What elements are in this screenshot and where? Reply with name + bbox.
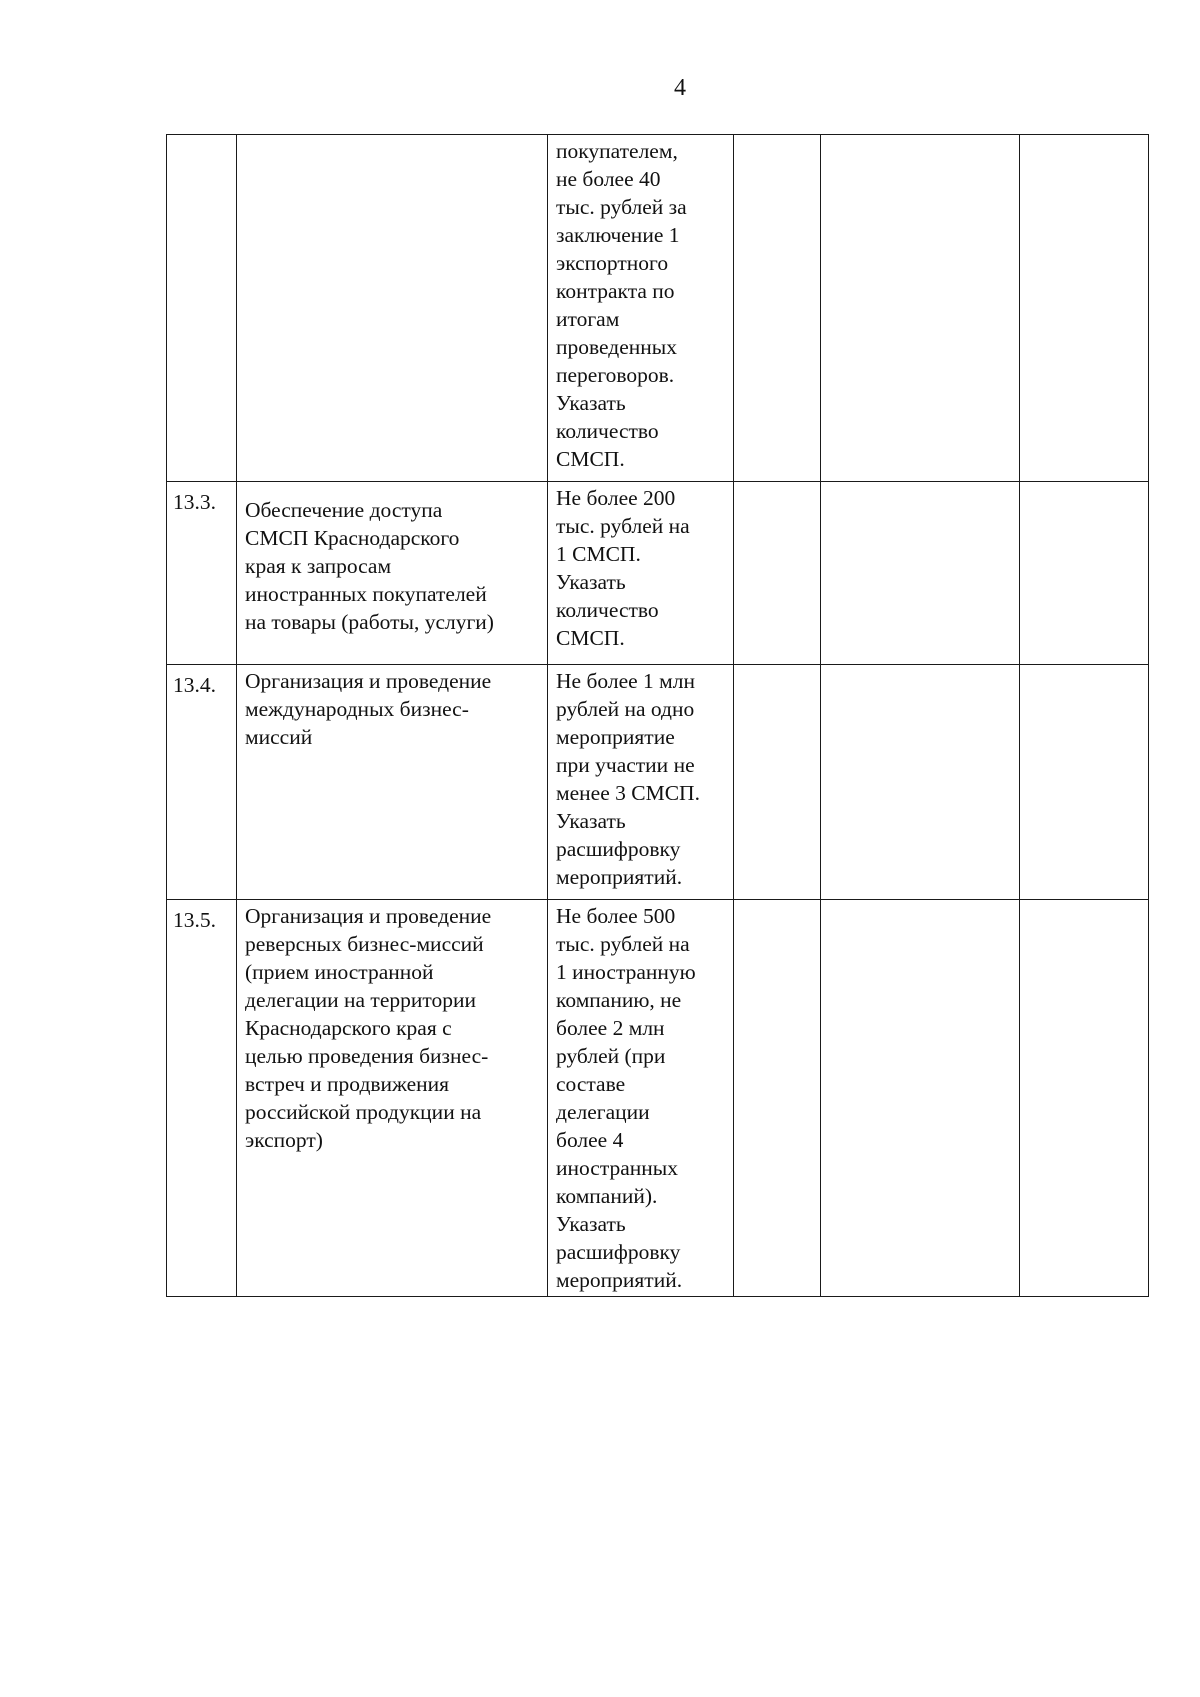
empty-cell <box>1020 900 1149 1297</box>
measure-name-cell: Организация и проведение реверсных бизнес-миссий (прием иностранной делегации на территории Краснодарского края с целью проведения бизнес- встреч и продвижения российской продукции на экспорт) <box>237 900 548 1297</box>
empty-cell <box>821 135 1020 482</box>
table-row <box>167 482 1149 665</box>
row-number-cell <box>167 135 237 482</box>
measure-name-cell <box>237 135 548 482</box>
empty-cell <box>734 665 821 900</box>
amount-cell: Не более 200 тыс. рублей на 1 СМСП. Указать количество СМСП. <box>548 482 734 665</box>
document-table <box>166 134 1149 1297</box>
amount-cell: Не более 500 тыс. рублей на 1 иностранную компанию, не более 2 млн рублей (при составе делегации более 4 иностранных компаний). Указать расшифровку мероприятий. <box>548 900 734 1297</box>
row-number-cell: 13.5. <box>167 900 237 1297</box>
table-row <box>167 665 1149 900</box>
empty-cell <box>734 900 821 1297</box>
amount-cell: покупателем, не более 40 тыс. рублей за заключение 1 экспортного контракта по итогам проведенных переговоров. Указать количество СМСП. <box>548 135 734 482</box>
row-number-cell: 13.3. <box>167 482 237 665</box>
measure-name-cell: Организация и проведение международных бизнес- миссий <box>237 665 548 900</box>
measure-name-cell: Обеспечение доступа СМСП Краснодарского края к запросам иностранных покупателей на товары (работы, услуги) <box>237 482 548 665</box>
row-number-cell: 13.4. <box>167 665 237 900</box>
page-number: 4 <box>674 75 686 101</box>
empty-cell <box>734 135 821 482</box>
empty-cell <box>1020 135 1149 482</box>
table-row <box>167 900 1149 1297</box>
empty-cell <box>821 900 1020 1297</box>
amount-cell: Не более 1 млн рублей на одно мероприятие при участии не менее 3 СМСП. Указать расшифровку мероприятий. <box>548 665 734 900</box>
empty-cell <box>734 482 821 665</box>
table-row <box>167 135 1149 482</box>
empty-cell <box>1020 665 1149 900</box>
empty-cell <box>821 665 1020 900</box>
empty-cell <box>821 482 1020 665</box>
empty-cell <box>1020 482 1149 665</box>
